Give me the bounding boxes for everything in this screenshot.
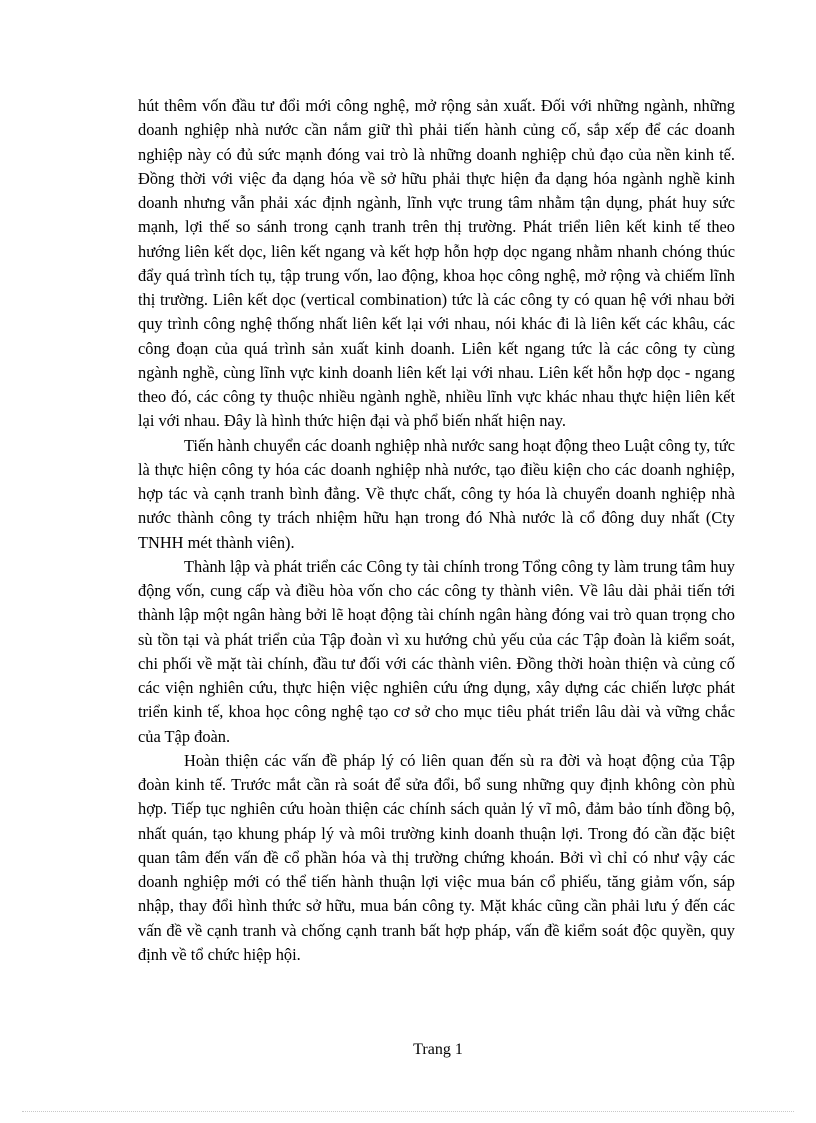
- paragraph-2: Tiến hành chuyển các doanh nghiệp nhà nước sang hoạt động theo Luật công ty, tức là thực hiện công ty hóa các doanh nghiệp nhà nước, tạo điều kiện cho các doanh nghiệp, hợp tác và cạnh tranh bình đẳng. Về thực chất, công ty hóa là chuyển doanh nghiệp nhà nước thành công ty trách nhiệm hữu hạn trong đó Nhà nước là cổ đông duy nhất (Cty TNHH mét thành viên).: [138, 435, 735, 552]
- paragraph-1: hút thêm vốn đầu tư đổi mới công nghệ, mở rộng sản xuất. Đối với những ngành, những doanh nghiệp nhà nước cần nắm giữ thì phải tiến hành củng cố, sắp xếp để các doanh nghiệp này có đủ sức mạnh đóng vai trò là những doanh nghiệp chủ đạo của nền kinh tế. Đồng thời với việc đa dạng hóa về sở hữu phải thực hiện đa dạng hóa ngành nghề kinh doanh nhưng vẫn phải xác định ngành, lĩnh vực trung tâm nhằm tận dụng, phát huy sức mạnh, lợi thế so sánh trong cạnh tranh trên thị trường. Phát triển liên kết kinh tế theo hướng liên kết dọc, liên kết ngang và kết hợp hỗn hợp dọc ngang nhằm nhanh chóng thúc đẩy quá trình tích tụ, tập trung vốn, lao động, khoa học công nghệ, mở rộng và chiếm lĩnh thị trường. Liên kết dọc (vertical combination) tức là các công ty có quan hệ với nhau bởi quy trình công nghệ thống nhất liên kết lại với nhau, nói khác đi là liên kết các khâu, các công đoạn của quá trình sản xuất kinh doanh. Liên kết ngang tức là các công ty cùng ngành nghề, cùng lĩnh vực kinh doanh liên kết lại với nhau. Liên kết hỗn hợp dọc - ngang theo đó, các công ty thuộc nhiều ngành nghề, nhiều lĩnh vực khác nhau thực hiện liên kết lại với nhau. Đây là hình thức hiện đại và phổ biến nhất hiện nay.: [138, 96, 735, 431]
- paragraph-3: Thành lập và phát triển các Công ty tài chính trong Tổng công ty làm trung tâm huy động vốn, cung cấp và điều hòa vốn cho các công ty thành viên. Về lâu dài phải tiến tới thành lập một ngân hàng bởi lẽ hoạt động tài chính ngân hàng đóng vai trò quan trọng cho sù tồn tại và phát triển của Tập đoàn vì xu hướng chủ yếu của các Tập đoàn là kiểm soát, chi phối về mặt tài chính, đầu tư đối với các thành viên. Đồng thời hoàn thiện và củng cố các viện nghiên cứu, thực hiện việc nghiên cứu ứng dụng, xây dựng các chiến lược phát triển kinh tế, khoa học công nghệ tạo cơ sở cho mục tiêu phát triển lâu dài và vững chắc của Tập đoàn.: [138, 556, 735, 746]
- page-bottom-divider: [22, 1111, 794, 1112]
- paragraph-4: Hoàn thiện các vấn đề pháp lý có liên quan đến sù ra đời và hoạt động của Tập đoàn kinh tế. Trước mắt cần rà soát để sửa đổi, bổ sung những quy định không còn phù hợp. Tiếp tục nghiên cứu hoàn thiện các chính sách quản lý vĩ mô, đảm bảo tính đồng bộ, nhất quán, tạo khung pháp lý và môi trường kinh doanh thuận lợi. Trong đó cần đặc biệt quan tâm đến vấn đề cổ phần hóa và thị trường chứng khoán. Bởi vì chỉ có như vậy các doanh nghiệp mới có thể tiến hành thuận lợi việc mua bán cổ phiếu, tăng giảm vốn, sáp nhập, thay đổi hình thức sở hữu, mua bán công ty. Mặt khác cũng cần phải lưu ý đến các vấn đề về cạnh tranh và chống cạnh tranh bất hợp pháp, vấn đề kiểm soát độc quyền, quy định về tổ chức hiệp hội.: [138, 750, 735, 964]
- document-body: [138, 94, 735, 967]
- page-footer: Trang 1: [413, 1041, 463, 1058]
